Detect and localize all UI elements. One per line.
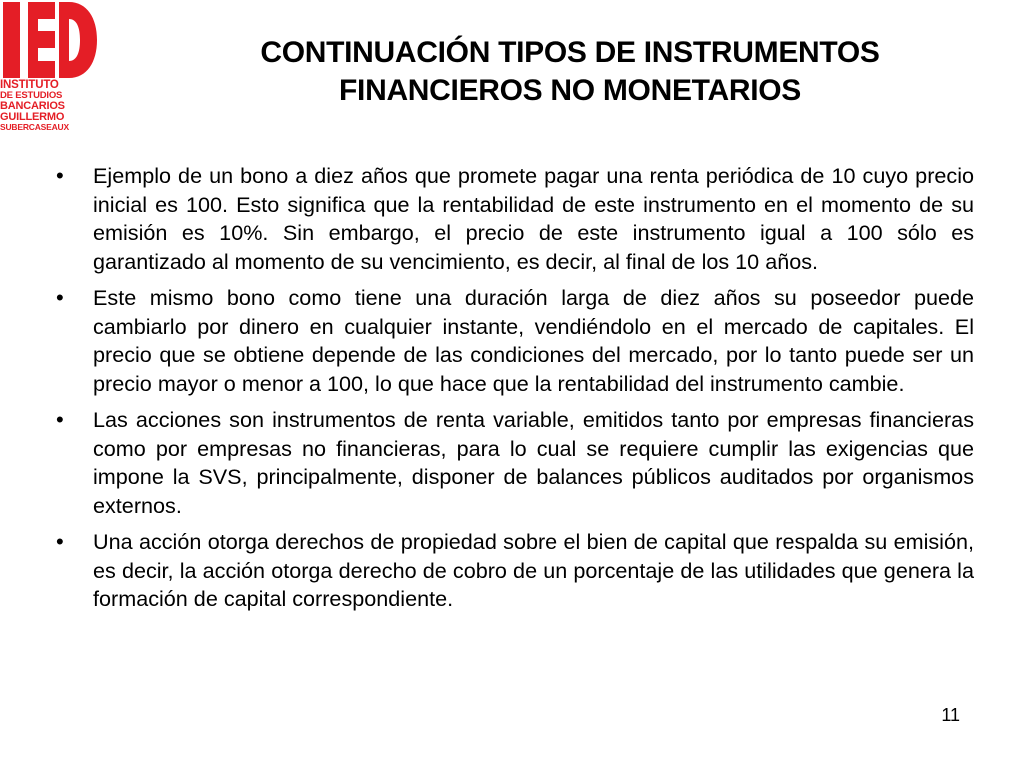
bullet-list	[56, 162, 974, 622]
bullet-item	[56, 528, 974, 614]
bullet-text: Una acción otorga derechos de propiedad sobre el bien de capital que respalda su emisión, es decir, la acción otorga derecho de cobro de un porcentaje de las utilidades que genera la formación de capital correspondiente.	[93, 529, 974, 611]
bullet-point-icon: •	[56, 529, 64, 554]
bullet-text: Este mismo bono como tiene una duración larga de diez años su poseedor puede cambiarlo por dinero en cualquier instante, vendiéndolo en el mercado de capitales. El precio que se obtiene depende de las condiciones del mercado, por lo tanto puede ser un precio mayor o menor a 100, lo que hace que la rentabilidad del instrumento cambie.	[93, 285, 974, 396]
bullet-text: Las acciones son instrumentos de renta variable, emitidos tanto por empresas financieras como por empresas no financieras, para lo cual se requiere cumplir las exigencias que impone la SVS, principalmente, disponer de balances públicos auditados por organismos externos.	[93, 407, 974, 518]
institute-logo	[0, 0, 100, 150]
logo-line: INSTITUTO	[0, 79, 59, 91]
bullet-item	[56, 162, 974, 276]
logo-line: BANCARIOS	[0, 100, 65, 112]
bullet-item	[56, 284, 974, 398]
bullet-point-icon: •	[56, 285, 64, 310]
bullet-item	[56, 406, 974, 520]
slide-title-line: FINANCIEROS NO MONETARIOS	[339, 74, 801, 107]
bullet-text: Ejemplo de un bono a diez años que promete pagar una renta periódica de 10 cuyo precio inicial es 100. Esto significa que la rentabilidad de este instrumento en el momento de su emisión es 10%. Sin embargo, el precio de este instrumento igual a 100 sólo es garantizado al momento de su vencimiento, es decir, al final de los 10 años.	[93, 163, 974, 274]
logo-line: DE ESTUDIOS	[0, 89, 63, 101]
slide-title	[150, 34, 990, 110]
slide-title-line: CONTINUACIÓN TIPOS DE INSTRUMENTOS	[260, 36, 880, 69]
logo-line: SUBERCASEAUX	[0, 122, 69, 132]
bullet-point-icon: •	[56, 163, 64, 188]
logo-wordmark	[0, 80, 100, 133]
logo-emblem-icon	[3, 2, 97, 78]
logo-line: GUILLERMO	[0, 110, 65, 123]
bullet-point-icon: •	[56, 407, 64, 432]
page-number: 11	[941, 705, 960, 725]
